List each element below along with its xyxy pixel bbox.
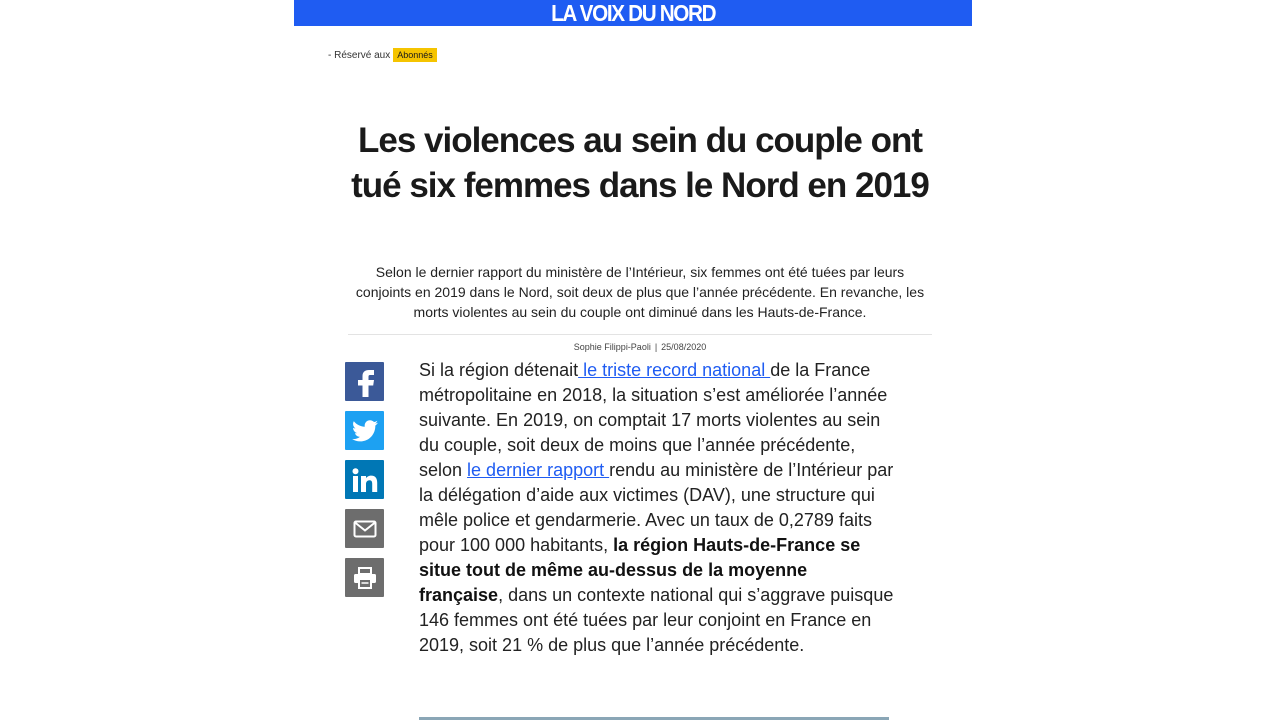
subscriber-notice <box>328 48 437 62</box>
print-button[interactable] <box>345 558 384 597</box>
linkedin-icon <box>352 468 378 492</box>
subscriber-badge[interactable]: Abonnés <box>393 48 437 62</box>
byline-divider <box>348 334 932 335</box>
print-icon <box>353 567 377 589</box>
article-headline: Les violences au sein du couple ont tué six femmes dans le Nord en 2019 <box>351 121 929 205</box>
body-text: , dans un contexte national qui s’aggrave puisque 146 femmes ont été tuées par leur conjoint en France en 2019, soit 21 % de plus que l’année précédente. <box>419 585 894 655</box>
share-bar <box>345 362 384 597</box>
body-text: de la France métropolitaine en 2018, la situation s’est améliorée l’année suivante. En 2019, on comptait 17 morts violentes au sein du couple, soit deux de moins que l’année précédente, selon <box>419 360 888 480</box>
byline-separator: | <box>654 342 658 352</box>
body-text: rendu au ministère de l’Intérieur par la délégation d’aide aux victimes (DAV), une structure qui mêle police et gendarmerie. Avec un taux de 0,2789 faits pour 100 000 habitants, <box>419 460 894 555</box>
share-twitter-button[interactable] <box>345 411 384 450</box>
body-highlight: la région Hauts-de-France se situe tout de même au-dessus de la moyenne française <box>419 535 861 605</box>
link-dernier-rapport[interactable]: le dernier rapport <box>467 460 610 480</box>
article-body <box>419 358 894 658</box>
mail-icon <box>353 520 377 538</box>
masthead <box>294 0 972 26</box>
twitter-icon <box>352 420 378 442</box>
byline <box>348 342 932 352</box>
publish-date: 25/08/2020 <box>661 342 707 352</box>
site-logo[interactable]: LA VOIX DU NORD <box>550 0 716 26</box>
link-record-national[interactable]: le triste record national <box>578 360 771 380</box>
share-facebook-button[interactable] <box>345 362 384 401</box>
body-text: Si la région détenait <box>419 360 579 380</box>
article-lead: Selon le dernier rapport du ministère de l’Intérieur, six femmes ont été tuées par leurs conjoints en 2019 dans le Nord, soit deux de plus que l’année précédente. En revanche, les morts violentes au sein du couple ont diminué dans les Hauts-de-France. <box>355 264 925 320</box>
facebook-icon <box>353 367 377 397</box>
share-linkedin-button[interactable] <box>345 460 384 499</box>
subscriber-notice-label: - Réservé aux <box>328 49 391 61</box>
author-name[interactable]: Sophie Filippi-Paoli <box>573 342 651 352</box>
share-mail-button[interactable] <box>345 509 384 548</box>
